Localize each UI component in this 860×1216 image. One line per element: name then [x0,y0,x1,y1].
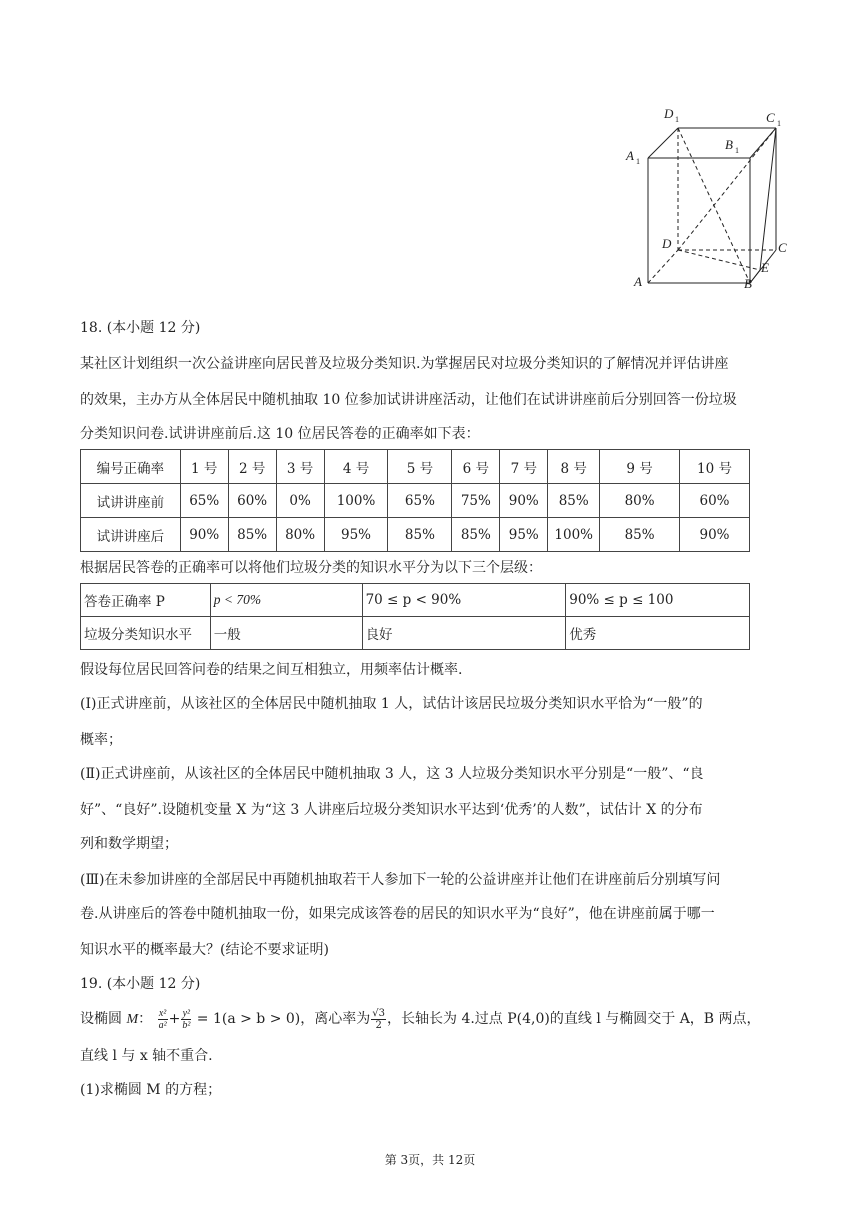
label-D: D [662,236,672,251]
table-cell: 60% [228,484,276,518]
label-C1-sub: 1 [777,119,781,128]
label-B1-sub: 1 [735,146,739,155]
q18-part2-line1: (Ⅱ)正式讲座前，从该社区的全体居民中随机抽取 3 人，这 3 人垃圾分类知识水平分别是“一般”、“良 [80,766,704,782]
fraction-y2-b2 [181,1008,191,1031]
table-header-cell: 8 号 [548,450,600,484]
q18-part3-line2: 卷.从讲座后的答卷中随机抽取一份，如果完成该答卷的居民的知识水平为“良好”，他在讲座前属于哪一 [80,906,715,922]
fraction-numerator: √3 [372,1007,385,1019]
table-cell: p < 70% [210,584,362,617]
label-D1: D [664,106,674,121]
table-cell: 90% ≤ p ≤ 100 [566,584,750,617]
page-footer: 第 3页，共 12页 [384,1153,476,1167]
fraction-numerator: x² [158,1007,167,1019]
label-B1: B [725,137,733,152]
q19-text: ，长轴长为 4.过点 P(4,0)的直线 l 与椭圆交于 A，B 两点， [387,1011,761,1027]
label-A1: A [626,148,634,163]
q18-part1-line2: 概率； [80,732,122,748]
table-cell: 90% [680,518,750,552]
fraction-sqrt3-2 [371,1008,386,1031]
edge-A1D1 [648,128,678,158]
q19-line2: 直线 l 与 x 轴不重合. [80,1048,213,1064]
table-cell: 70 ≤ p < 90% [362,584,566,617]
table-header-cell: 4 号 [324,450,388,484]
table-cell: 85% [388,518,452,552]
table-row [81,484,750,518]
q19-line1: 设椭圆 M： $\frac{\text{x²}}{\text{a²}}$ + $\frac{\text{y²}}{\text{b²}}$ = 1(a > b > 0)，离心率为 $\frac{√3}{2}$ ，长轴长为 4.过点 P(4,0)的直线 l 与椭圆交于 A，B 两点， [80,1007,761,1031]
q18-header: 18. (本小题 12 分) [80,320,201,336]
table-header-cell: 10 号 [680,450,750,484]
q19-colon: ： [138,1011,153,1027]
table-cell: 答卷正确率 P [81,584,211,617]
q18-assumption: 假设每位居民回答问卷的结果之间互相独立，用频率估计概率. [80,662,463,678]
table-header-cell: 6 号 [452,450,500,484]
table-row [81,518,750,552]
label-C: C [778,240,787,255]
q18-intro-line3: 分类知识问卷.试讲讲座前后.这 10 位居民答卷的正确率如下表： [80,426,480,442]
q18-intro-line1: 某社区计划组织一次公益讲座向居民普及垃圾分类知识.为掌握居民对垃圾分类知识的了解情况并评估讲座 [80,356,729,372]
table-cell: 一般 [210,617,362,650]
table-cell: 0% [276,484,324,518]
table-cell: 80% [600,484,680,518]
q18-part1-line1: (Ⅰ)正式讲座前，从该社区的全体居民中随机抽取 1 人，试估计该居民垃圾分类知识水平恰为“一般”的 [80,696,703,712]
table-cell: 85% [600,518,680,552]
table-header-cell: 1 号 [180,450,228,484]
q19-line3: (1)求椭圆 M 的方程； [80,1082,222,1098]
table-cell: 试讲讲座后 [81,518,181,552]
dash-AD [648,250,678,283]
label-D1-sub: 1 [675,115,679,124]
table-cell: 75% [452,484,500,518]
q18-part2-line2: 好”、“良好”.设随机变量 X 为“这 3 人讲座后垃圾分类知识水平达到‘优秀’的人数”，试估计 X 的分布 [80,802,703,818]
table-header-cell: 5 号 [388,450,452,484]
table-cell: 试讲讲座前 [81,484,181,518]
fraction-denominator: 2 [375,1019,382,1031]
table-header-cell: 2 号 [228,450,276,484]
table-row [81,617,750,650]
label-E: E [761,260,769,275]
q19-text: 设椭圆 [80,1011,127,1027]
table-row [81,584,750,617]
table-cell: 80% [276,518,324,552]
table-cell: 90% [180,518,228,552]
table-cell: 85% [452,518,500,552]
levels-table [80,583,750,650]
table-cell: 100% [324,484,388,518]
fraction-denominator: a² [158,1019,167,1031]
table-cell: 65% [180,484,228,518]
table-cell: 60% [680,484,750,518]
table-header-cell: 编号正确率 [81,450,181,484]
table-cell: 优秀 [566,617,750,650]
table-cell: 100% [548,518,600,552]
q18-intro-line2: 的效果，主办方从全体居民中随机抽取 10 位参加试讲讲座活动，让他们在试讲讲座前后分别回答一份垃圾 [80,392,737,408]
table-cell: 90% [500,484,548,518]
fraction-denominator: b² [182,1019,191,1031]
table-header-row [81,450,750,484]
table-header-cell: 3 号 [276,450,324,484]
q18-part3-line3: 知识水平的概率最大？(结论不要求证明) [80,942,329,958]
table-cell: 95% [500,518,548,552]
cube-figure [620,100,800,290]
accuracy-table [80,449,750,552]
table-cell: 95% [324,518,388,552]
fraction-numerator: y² [182,1007,191,1019]
fraction-x2-a2 [158,1008,168,1031]
q19-text: = 1(a > b > 0)，离心率为 [192,1011,371,1027]
q18-part3-line1: (Ⅲ)在未参加讲座的全部居民中再随机抽取若干人参加下一轮的公益讲座并让他们在讲座前后分别填写问 [80,872,721,888]
label-A1-sub: 1 [636,157,640,166]
q19-ellipse-name: M [126,1012,139,1027]
table-cell: 良好 [362,617,566,650]
table-cell: 垃圾分类知识水平 [81,617,211,650]
label-B: B [744,276,752,290]
dash-DE [678,250,760,270]
table-header-cell: 9 号 [600,450,680,484]
table-cell: 85% [548,484,600,518]
label-A: A [634,274,642,289]
table-cell: 85% [228,518,276,552]
q18-part2-line3: 列和数学期望； [80,836,178,852]
q19-header: 19. (本小题 12 分) [80,976,201,992]
levels-intro: 根据居民答卷的正确率可以将他们垃圾分类的知识水平分为以下三个层级： [80,560,542,576]
table-cell: 65% [388,484,452,518]
label-C1: C [766,110,775,125]
edge-C1E [760,128,776,270]
table-header-cell: 7 号 [500,450,548,484]
